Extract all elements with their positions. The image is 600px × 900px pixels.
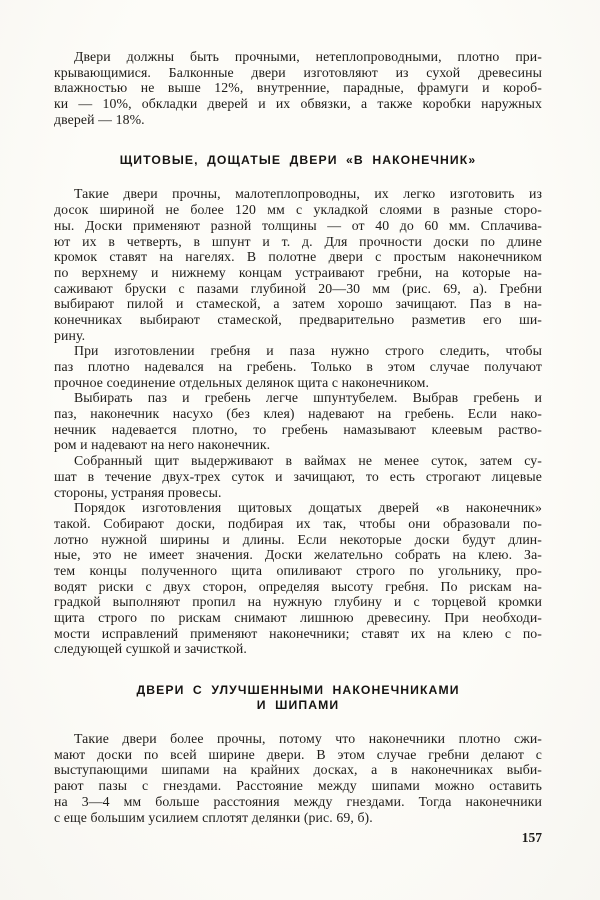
heading-line: И ШИПАМИ [256,698,340,713]
text-line: кромок ставят на нагелях. В полотне двери с простым наконечником [54,249,542,265]
text-line: влажностью не выше 12%, внутренние, парадные, фрамуги и короб- [54,80,542,96]
text-line: по верхнему и нижнему концам устраивают гребни, на которые на- [54,264,542,280]
text-line: щита строго по рискам снимают лишнюю древесину. При необходи- [54,610,542,625]
paragraph [54,186,542,343]
text-line: рают пазы с гнездами. Расстояние между шипами можно оставить [54,778,542,794]
section-heading [54,683,542,713]
text-line: с еще большим усилием сплотят делянки (рис. 69, б). [54,809,373,825]
text-line: паз, наконечник насухо (без клея) надевают на гребень. Если нако- [54,406,542,422]
text-line: мости исправлений применяют наконечники; ставят их на клею с по- [54,625,542,641]
page-content [54,49,542,825]
text-line: выбирают пилой и стамеской, а затем хорошо зачищают. Паз в на- [54,296,542,312]
text-line: Такие двери более прочны, потому что наконечники плотно сжи- [74,731,542,747]
text-line: рину. [54,327,86,343]
text-line: Двери должны быть прочными, нетеплопроводными, плотно при- [74,49,542,64]
text-line: дверей — 18%. [54,111,145,127]
text-line: Порядок изготовления щитовых дощатых дверей «в наконечник» [74,500,542,516]
heading-line: ЩИТОВЫЕ, ДОЩАТЫЕ ДВЕРИ «В НАКОНЕЧНИК» [119,153,477,168]
heading-line: ДВЕРИ С УЛУЧШЕННЫМИ НАКОНЕЧНИКАМИ [136,683,460,698]
text-line: лотно нужной ширины и длины. Если некоторые доски будут длин- [54,531,542,547]
text-line: Собранный щит выдерживают в ваймах не менее суток, затем су- [74,453,542,469]
text-line: градкой выполняют пропил на нужную глубину и с торцевой кромки [54,594,542,610]
paragraph [54,453,542,500]
text-line: ны. Доски применяют разной толщины — от 40 до 60 мм. Сплачива- [54,217,542,233]
text-line: на 3—4 мм больше расстояния между гнездами. Тогда наконечники [54,793,542,809]
text-line: шат в течение двух-трех суток и зачищают, то есть строгают лицевые [54,468,542,484]
text-line: ром и надевают на него наконечник. [54,437,271,453]
text-line: следующей сушкой и зачисткой. [54,641,247,657]
text-line: такой. Собирают доски, подбирая их так, чтобы они образовали по- [54,515,542,531]
text-line: мают доски по всей ширине двери. В этом случае гребни делают с [54,746,542,762]
text-line: досок шириной не более 120 мм с укладкой слоями в разные сторо- [54,202,542,218]
paragraph [54,731,542,825]
text-line: крывающимися. Балконные двери изготовляют из сухой древесины [54,64,542,80]
paragraph [54,49,542,127]
text-line: стороны, устраняя провесы. [54,484,222,500]
text-line: ные, это не имеет значения. Доски желательно собрать на клею. За- [54,547,542,563]
text-line: конечниках выбирают стамеской, предварительно разметив его ши- [54,311,542,327]
text-line: При изготовлении гребня и паза нужно строго следить, чтобы [74,343,542,359]
text-line: Такие двери прочны, малотеплопроводны, их легко изготовить из [74,186,542,202]
paragraph [54,500,542,657]
text-line: саживают бруски с пазами глубиной 20—30 мм (рис. 69, а). Гребни [54,280,542,296]
text-line: Выбирать паз и гребень легче шпунтубелем. Выбрав гребень и [74,390,542,406]
section-heading [54,153,542,168]
text-line: ки — 10%, обкладки дверей и их обвязки, а также коробки наружных [54,96,542,112]
text-line: паз плотно надевался на гребень. Только в этом случае получают [54,359,542,374]
text-line: выступающими шипами на крайних досках, а в наконечниках выби- [54,762,542,778]
text-line: тем концы полученного щита опиливают строго по угольнику, про- [54,562,542,578]
page-number: 157 [521,830,542,845]
paragraph [54,343,542,390]
text-line: прочное соединение отдельных делянок щита с наконечником. [54,374,430,390]
text-line: нечник надевается плотно, то гребень намазывают клеевым раство- [54,421,542,437]
text-line: ют их в четверть, в шпунт и т. д. Для прочности доски по длине [54,233,542,249]
paragraph [54,390,542,453]
text-line: водят риски с двух сторон, определяя высоту гребня. По рискам на- [54,578,542,594]
